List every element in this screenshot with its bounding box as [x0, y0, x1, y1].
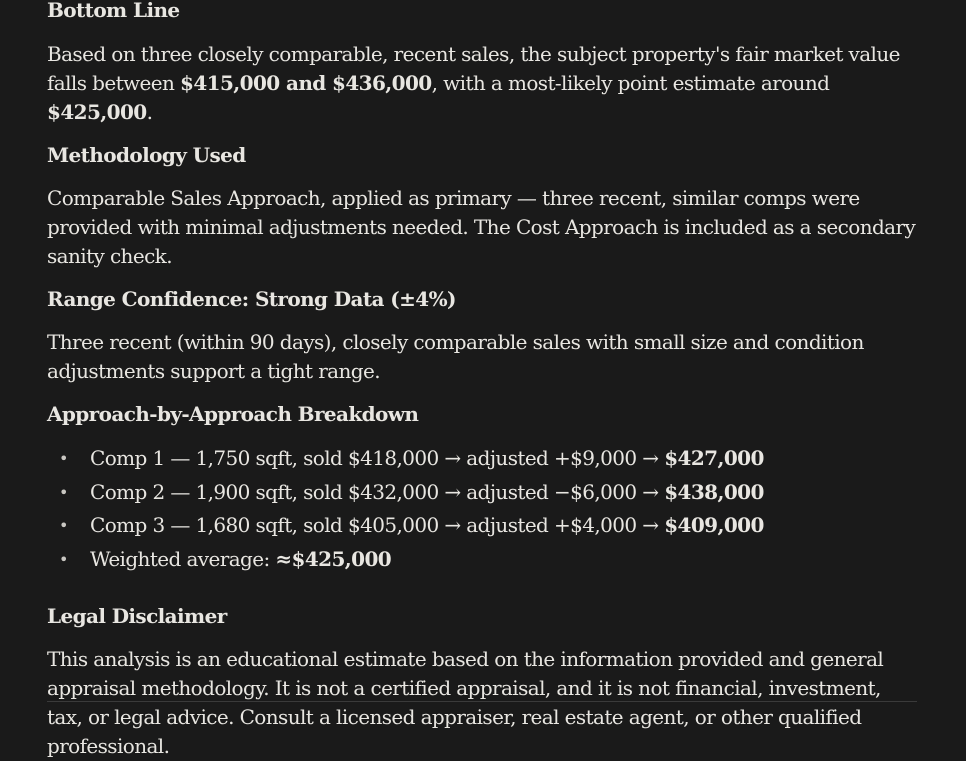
value-range: $415,000 and $436,000 — [180, 71, 432, 95]
comp-3-text: Comp 3 — 1,680 sqft, sold $405,000 → adjusted +$4,000 → — [90, 513, 665, 537]
confidence-paragraph: Three recent (within 90 days), closely comparable sales with small size and condition adjustments support a tight range. — [47, 330, 864, 383]
comp-1-text: Comp 1 — 1,750 sqft, sold $418,000 → adjusted +$9,000 → — [90, 446, 665, 470]
bottom-line-paragraph — [47, 40, 917, 127]
bottom-line-heading: Bottom Line — [47, 0, 180, 22]
disclaimer-paragraph: This analysis is an educational estimate based on the information provided and general appraisal methodology. It is not a certified appraisal, and it is not financial, investment, tax, or legal advice. Consult a licensed appraiser, real estate agent, or other qualified professional. — [47, 647, 884, 758]
comp-3-value: $409,000 — [664, 513, 764, 537]
bullet-icon: • — [59, 549, 68, 569]
bullet-icon: • — [59, 482, 68, 502]
comp-2-value: $438,000 — [664, 479, 764, 504]
weighted-average-value: ≈$425,000 — [275, 546, 392, 571]
bullet-icon: • — [59, 449, 68, 468]
disclaimer-heading: Legal Disclaimer — [47, 604, 227, 628]
bottom-line-text-2: , with a most-likely point estimate around — [431, 71, 830, 95]
bottom-line-text-1: Based on three closely comparable, recent sales, the subject property's fair market value falls between — [47, 42, 900, 95]
breakdown-heading: Approach-by-Approach Breakdown — [47, 402, 419, 426]
weighted-average-text: Weighted average: — [90, 546, 276, 571]
methodology-heading: Methodology Used — [47, 143, 246, 167]
bottom-line-text-3: . — [146, 100, 153, 124]
list-item — [47, 442, 917, 476]
list-item — [47, 509, 917, 543]
list-item — [47, 543, 917, 577]
list-item — [47, 476, 917, 510]
comp-1-value: $427,000 — [664, 446, 764, 470]
point-estimate: $425,000 — [47, 100, 147, 124]
confidence-heading: Range Confidence: Strong Data (±4%) — [47, 287, 456, 311]
response-content — [47, 0, 917, 761]
divider — [47, 701, 917, 702]
breakdown-list — [47, 442, 917, 576]
bullet-icon: • — [59, 516, 68, 535]
comp-2-text: Comp 2 — 1,900 sqft, sold $432,000 → adjusted −$6,000 → — [90, 479, 665, 504]
methodology-paragraph: Comparable Sales Approach, applied as primary — three recent, similar comps were provided with minimal adjustments needed. The Cost Approach is included as a secondary sanity check. — [47, 186, 916, 268]
